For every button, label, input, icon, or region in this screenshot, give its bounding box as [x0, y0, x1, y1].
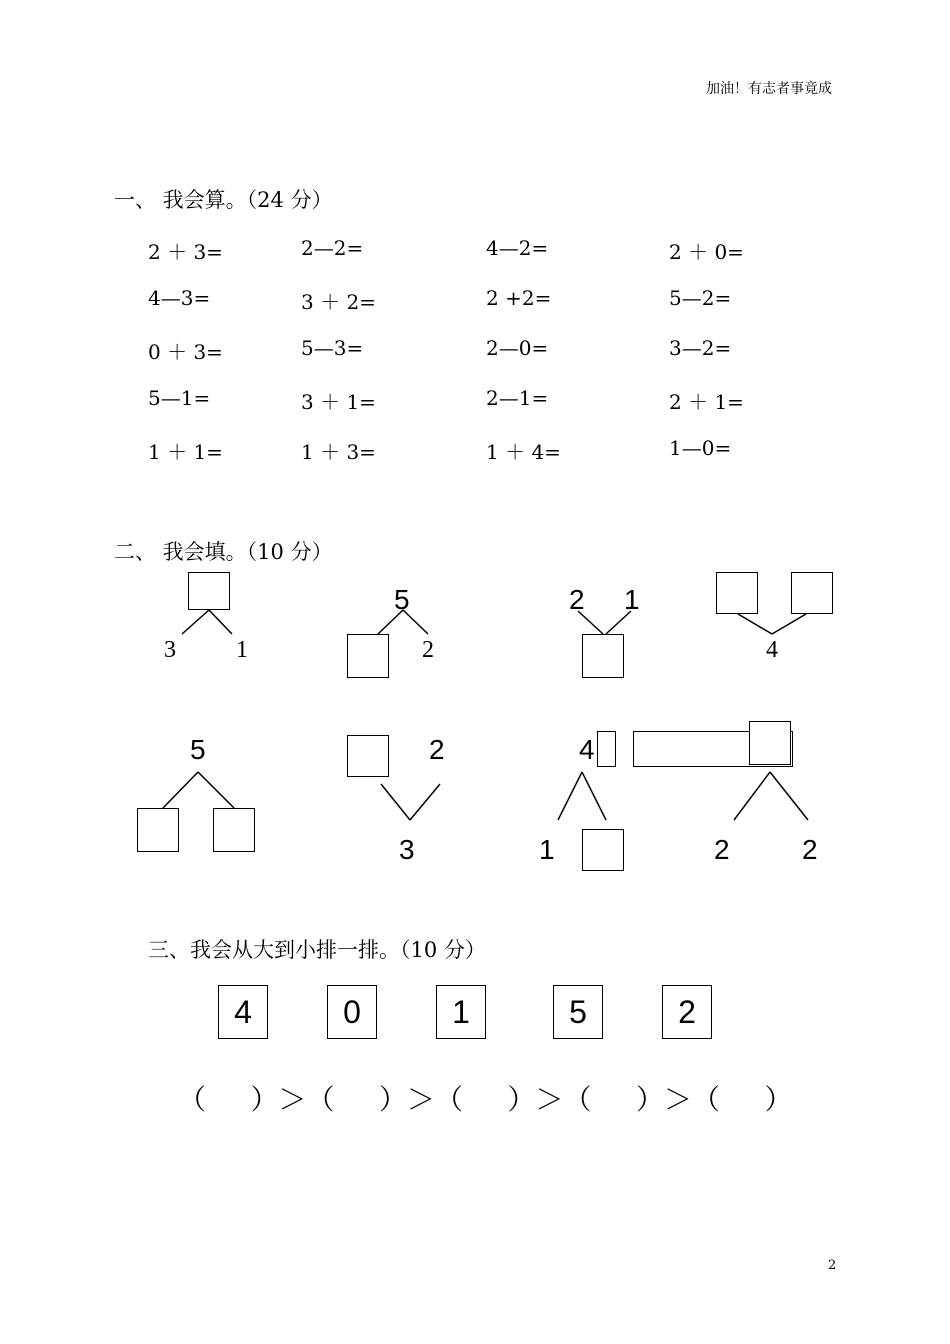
number-card: 5 [553, 985, 603, 1039]
order-answer-row[interactable]: （ ）＞（ ）＞（ ）＞（ ）＞（ ） [178, 1083, 793, 1116]
equation: 5—1= [148, 386, 211, 410]
equation: 2—0= [486, 336, 549, 360]
number-label: 2 [714, 834, 730, 865]
answer-box[interactable] [791, 572, 833, 614]
number-card: 0 [327, 985, 377, 1039]
number-label: 2 [422, 637, 434, 663]
equation: 2—1= [486, 386, 549, 410]
number-label: 5 [394, 584, 410, 615]
answer-box[interactable] [347, 634, 389, 678]
equation: 0 ＋ 3= [148, 340, 223, 364]
equation: 4—3= [148, 286, 211, 310]
answer-box[interactable] [582, 634, 624, 678]
number-card: 2 [662, 985, 712, 1039]
equation: 5—2= [669, 286, 732, 310]
number-label: 2 [569, 584, 585, 615]
number-card: 4 [218, 985, 268, 1039]
number-label: 2 [802, 834, 818, 865]
answer-box[interactable] [137, 808, 179, 852]
answer-box[interactable] [582, 829, 624, 871]
number-label: 2 [429, 734, 445, 765]
equation: 5—3= [301, 336, 364, 360]
number-label: 5 [190, 734, 206, 765]
equation: 2 +2= [486, 286, 552, 310]
equation: 1—0= [669, 436, 732, 460]
header-motto: 加油！有志者事竟成 [706, 81, 832, 97]
equation: 3—2= [669, 336, 732, 360]
section3-title: 三、我会从大到小排一排。（10 分） [148, 938, 486, 962]
equation: 1 ＋ 4= [486, 440, 561, 464]
equation: 2 ＋ 1= [669, 390, 744, 414]
equation: 1 ＋ 1= [148, 440, 223, 464]
number-label: 1 [624, 584, 640, 615]
equation: 4—2= [486, 236, 549, 260]
number-label: 1 [236, 637, 248, 663]
equation: 3 ＋ 2= [301, 290, 376, 314]
number-label: 3 [164, 637, 176, 663]
answer-box[interactable] [213, 808, 255, 852]
equation: 2 ＋ 3= [148, 240, 223, 264]
number-label: 4 [579, 734, 595, 765]
equation: 1 ＋ 3= [301, 440, 376, 464]
equation: 3 ＋ 1= [301, 390, 376, 414]
answer-box[interactable] [749, 721, 791, 765]
number-label: 1 [539, 834, 555, 865]
number-label: 3 [399, 834, 415, 865]
equation: 2—2= [301, 236, 364, 260]
stray-box [597, 731, 616, 767]
answer-box[interactable] [716, 572, 758, 614]
number-label: 4 [766, 637, 778, 663]
answer-box[interactable] [347, 735, 389, 777]
section2-title: 二、 我会填。（10 分） [114, 540, 333, 564]
answer-box[interactable] [188, 572, 230, 610]
equation: 2 ＋ 0= [669, 240, 744, 264]
number-card: 1 [436, 985, 486, 1039]
page-number: 2 [828, 1258, 837, 1273]
section1-title: 一、 我会算。（24 分） [114, 188, 333, 212]
